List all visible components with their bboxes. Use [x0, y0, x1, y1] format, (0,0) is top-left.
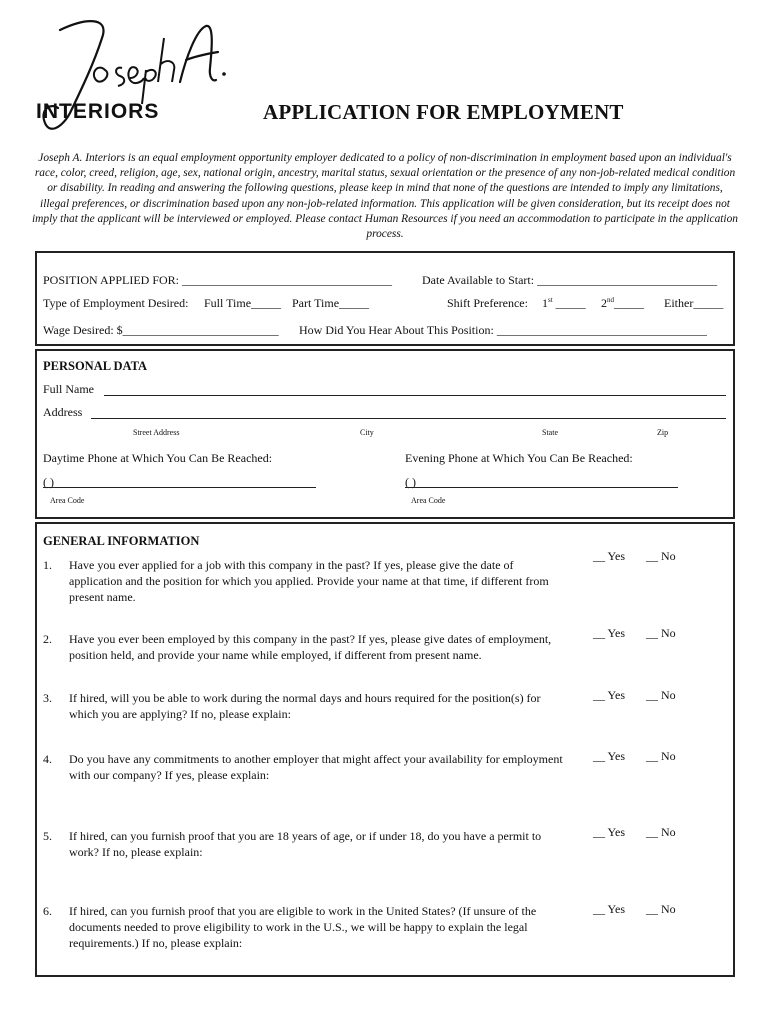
question-2-yes[interactable]: __ Yes: [593, 626, 626, 640]
company-logo-signature: [30, 8, 230, 148]
question-6-no[interactable]: __ No: [646, 902, 676, 916]
shift-first-field[interactable]: 1st _____: [542, 296, 586, 310]
logo-wordmark: INTERIORS: [36, 100, 160, 123]
how-heard-label: How Did You Hear About This Position: ___________________________________: [299, 323, 707, 337]
question-4-no[interactable]: __ No: [646, 749, 676, 763]
question-text: If hired, can you furnish proof that you are 18 years of age, or if under 18, do you have a permit to work? If no, please explain:: [69, 829, 542, 859]
question-text: Do you have any commitments to another employer that might affect your availability for employment with our company? If yes, please explain:: [69, 752, 563, 782]
question-4-yes[interactable]: __ Yes: [593, 749, 626, 763]
zip-caption: Zip: [657, 428, 669, 437]
question-number: 5.: [43, 829, 52, 843]
question-text: Have you ever been employed by this company in the past? If yes, please give dates of employment, position held, and provide your name while employed, if different from present name.: [69, 632, 552, 662]
shift-second-field[interactable]: 2nd_____: [601, 296, 644, 310]
part-time-field[interactable]: Part Time_____: [292, 296, 370, 310]
daytime-phone-label: Daytime Phone at Which You Can Be Reached:: [43, 451, 273, 465]
eeo-disclaimer: Joseph A. Interiors is an equal employment opportunity employer dedicated to a policy of non-discrimination in employment based upon an individual's race, color, creed, religion, age, sex, national origin, ancestry, marital status, sexual orientation or the presence of any non-job-related medical condition or disability. In reading and answering the following questions, please keep in mind that none of the questions are intended to imply any limitations, illegal preferences, or discrimination based upon any non-job-related information. This application will be given consideration, but its receipt does not imply that the applicant will be interviewed or employed. Please contact Human Resources if you need an accommodation to participate in the application process.: [32, 152, 738, 241]
question-number: 4.: [43, 752, 52, 766]
question-number: 2.: [43, 632, 52, 646]
full-time-field[interactable]: Full Time_____: [204, 296, 282, 310]
question-2-no[interactable]: __ No: [646, 626, 676, 640]
state-caption: State: [542, 428, 558, 437]
question-text: If hired, will you be able to work during the normal days and hours required for the position(s) for which you are applying? If no, please explain:: [69, 691, 541, 721]
evening-phone-label: Evening Phone at Which You Can Be Reached:: [405, 451, 633, 465]
evening-area-code-caption: Area Code: [411, 496, 446, 505]
question-text: If hired, can you furnish proof that you are eligible to work in the United States? (If unsure of the documents needed to prove eligibility to work in the U.S., we will be happy to explain the legal requirements.) If no, please explain:: [69, 904, 537, 950]
shift-either-field[interactable]: Either_____: [664, 296, 724, 310]
address-label: Address: [43, 405, 83, 419]
daytime-phone-field[interactable]: [43, 487, 316, 488]
personal-data-title: PERSONAL DATA: [43, 359, 148, 373]
how-heard-field[interactable]: ___________________________________: [496, 323, 707, 337]
full-name-label: Full Name: [43, 382, 94, 396]
question-number: 1.: [43, 558, 52, 572]
question-1-no[interactable]: __ No: [646, 549, 676, 563]
question-1-yes[interactable]: __ Yes: [593, 549, 626, 563]
question-number: 3.: [43, 691, 52, 705]
address-field[interactable]: [91, 418, 726, 419]
street-address-caption: Street Address: [133, 428, 180, 437]
question-3-yes[interactable]: __ Yes: [593, 688, 626, 702]
shift-preference-label: Shift Preference:: [447, 296, 528, 310]
question-number: 6.: [43, 904, 52, 918]
page-title: APPLICATION FOR EMPLOYMENT: [263, 100, 624, 124]
date-available-label: Date Available to Start: ______________________________: [422, 273, 718, 287]
evening-phone-field[interactable]: [405, 487, 678, 488]
question-3-no[interactable]: __ No: [646, 688, 676, 702]
wage-desired-field[interactable]: Wage Desired: $__________________________: [43, 323, 279, 337]
position-applied-field[interactable]: ___________________________________: [182, 273, 393, 287]
position-applied-label: POSITION APPLIED FOR: ___________________________________: [43, 273, 393, 287]
question-6-yes[interactable]: __ Yes: [593, 902, 626, 916]
question-5-yes[interactable]: __ Yes: [593, 825, 626, 839]
employment-type-label: Type of Employment Desired:: [43, 296, 189, 310]
question-5-no[interactable]: __ No: [646, 825, 676, 839]
daytime-area-code-parens: ( ): [43, 475, 54, 489]
general-information-title: GENERAL INFORMATION: [43, 534, 200, 548]
city-caption: City: [360, 428, 374, 437]
daytime-area-code-caption: Area Code: [50, 496, 85, 505]
date-available-field[interactable]: ______________________________: [537, 273, 718, 287]
full-name-field[interactable]: [104, 395, 726, 396]
evening-area-code-parens: ( ): [405, 475, 416, 489]
question-text: Have you ever applied for a job with this company in the past? If yes, please give the date of application and the position for which you applied. Provide your name at that time, if different from present name.: [69, 558, 549, 604]
